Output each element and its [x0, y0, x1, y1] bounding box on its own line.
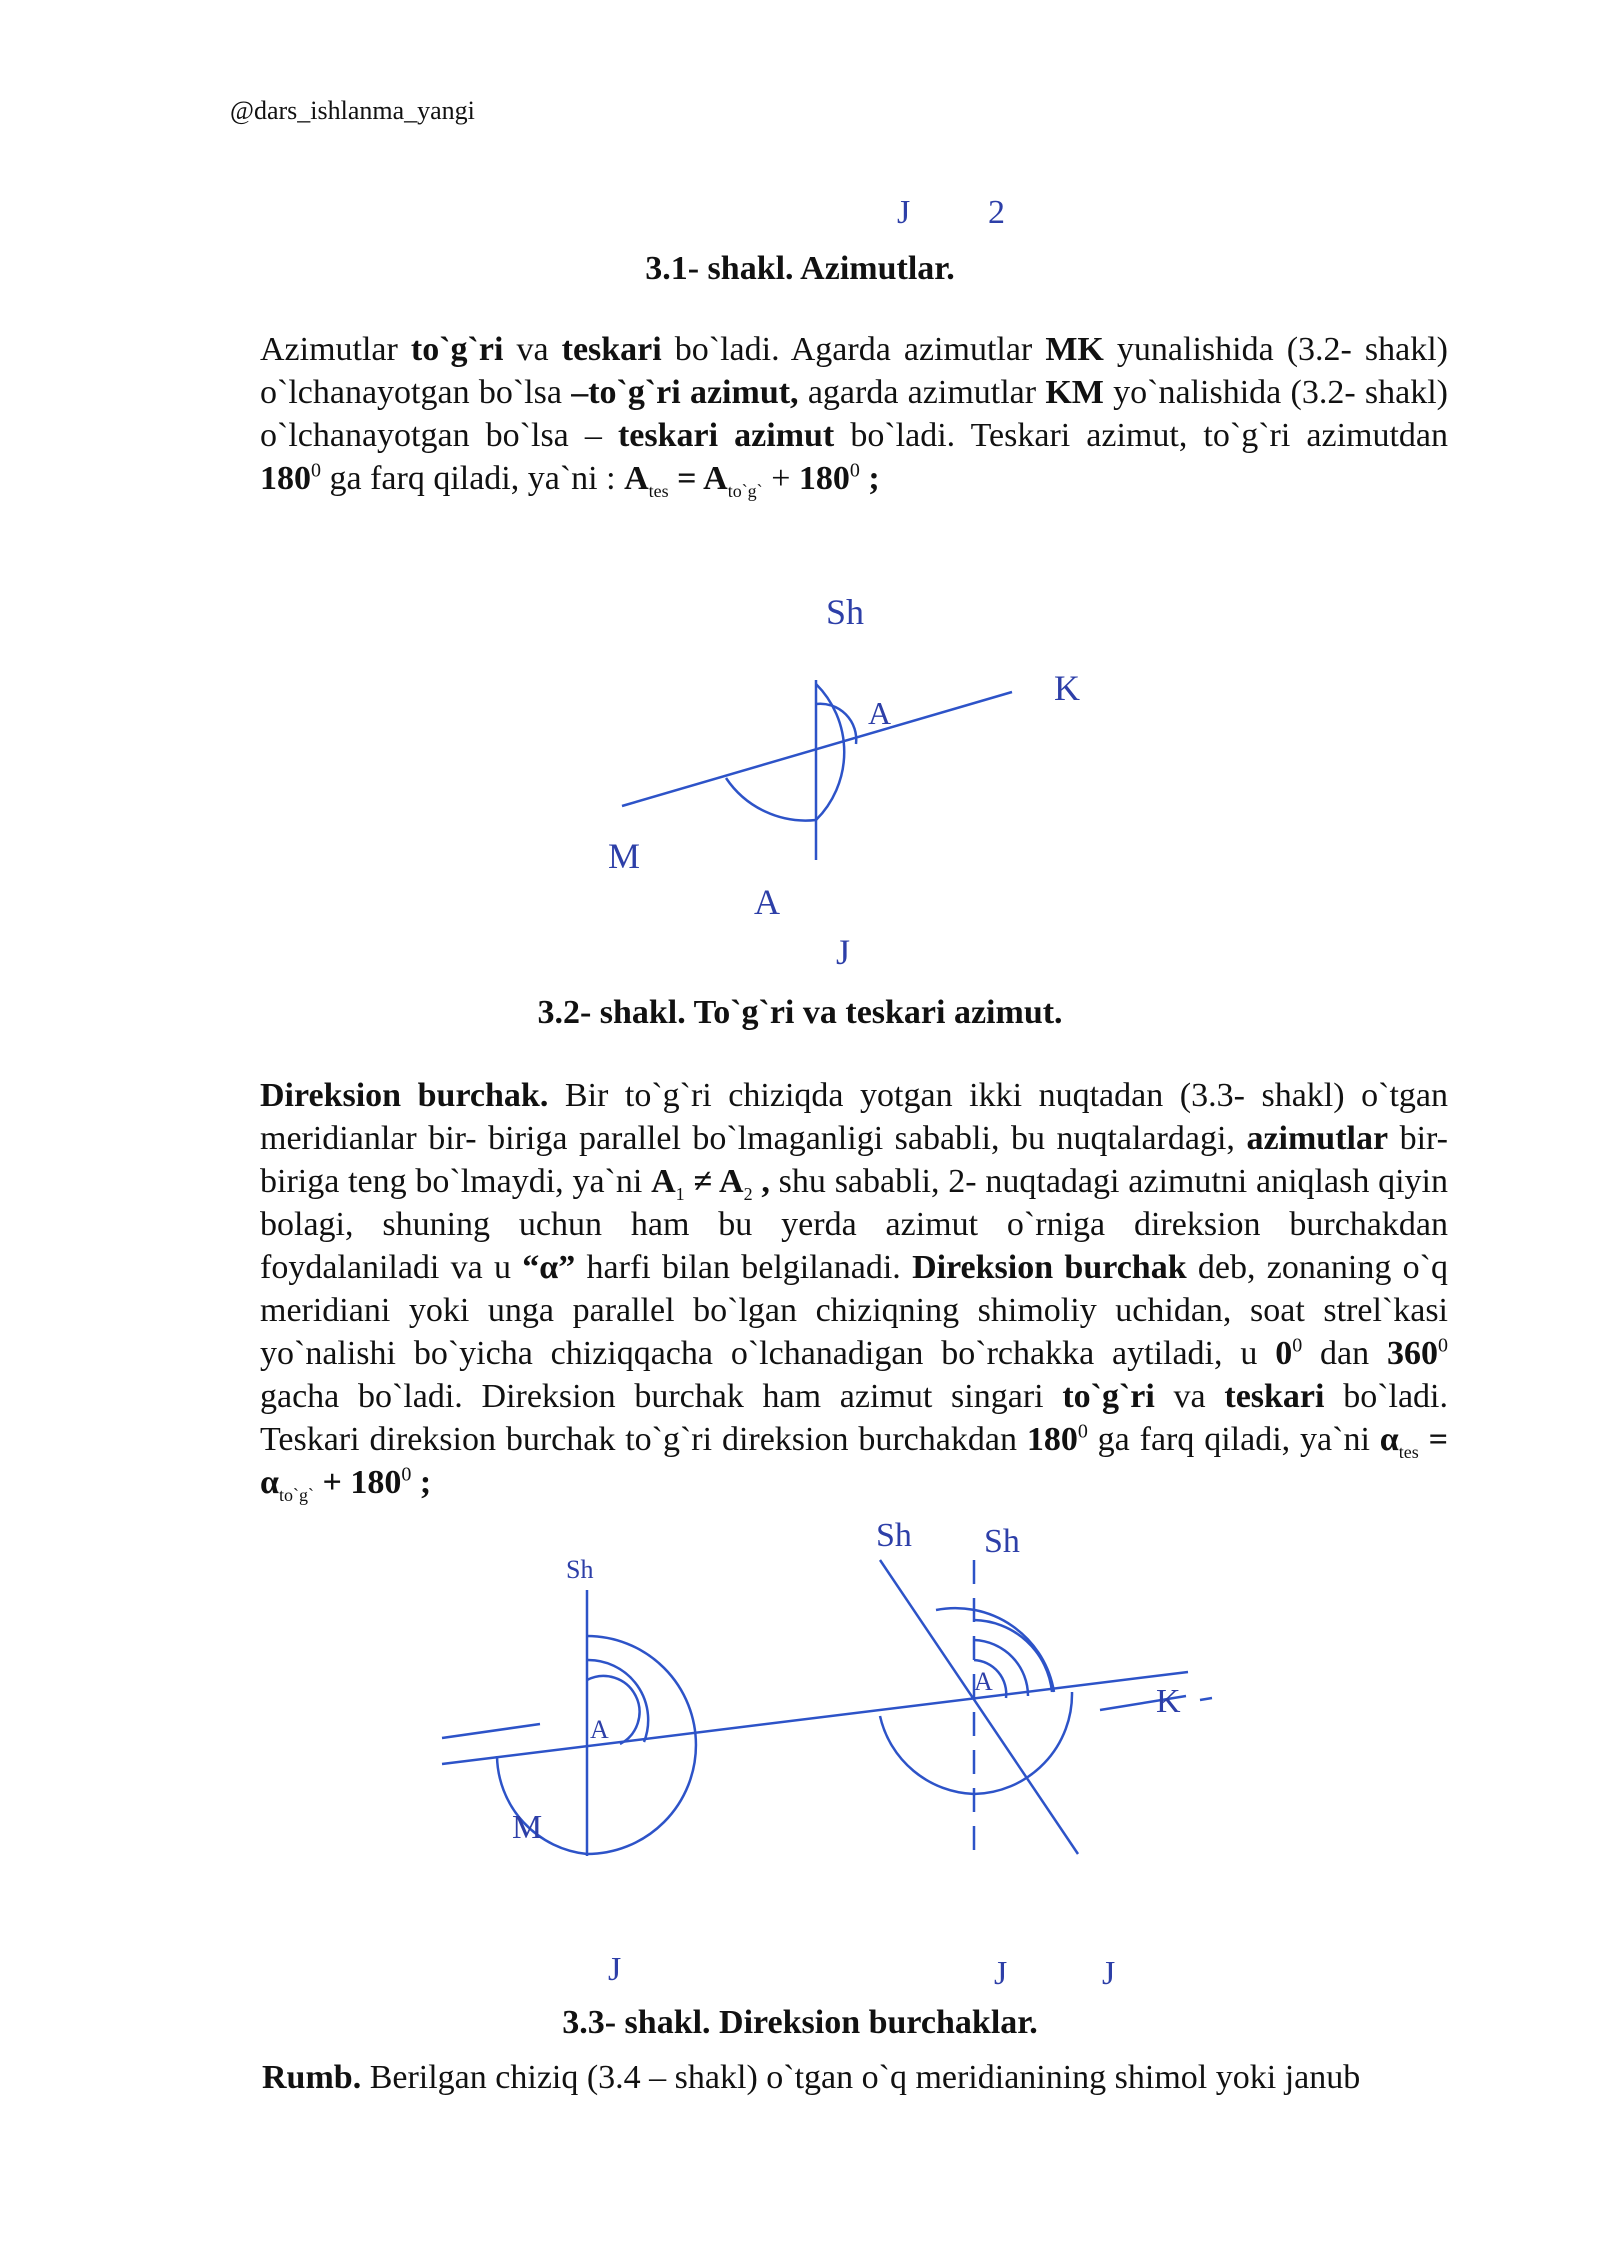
- label-a-left: A: [590, 1715, 609, 1744]
- paragraph-direksion-burchak: Direksion burchak. Bir to`g`ri chiziqda yotgan ikki nuqtadan (3.3- shakl) o`tgan meridianlar bir- biriga parallel bo`lmaganligi sababli, bu nuqtalardagi, azimutlar bir-biriga teng bo`lmaydi, ya`ni $A_1 \ne A_2$ , shu sababli, 2- nuqtadagi azimutni aniqlash qiyin bolagi, shuning uchun ham bu yerda azimut o`rniga direksion burchakdan foydalaniladi va u “α” harfi bilan belgilanadi. Direksion burchak deb, zonaning o`q meridiani yoki unga parallel bo`lgan chiziqning shimoliy uchidan, soat strel`kasi yo`nalishi bo`yicha chiziqqacha o`lchanadigan bo`rchakka aytiladi, u $0^0$ dan $360^0$ gacha bo`ladi. Direksion burchak ham azimut singari to`g`ri va teskari bo`ladi. Teskari direksion burchak to`g`ri direksion burchakdan $180^0$ ga farq qiladi, ya`ni $\alpha_{tes} = \alpha_{to`g`} + 180^0$ ;: [260, 1077, 1449, 1505]
- label-sh-left: Sh: [566, 1555, 594, 1584]
- paragraph-azimuth: Azimutlar to`g`ri va teskari bo`ladi. Agarda azimutlar MK yunalishida (3.2- shakl) o`lchanayotgan bo`lsa –to`g`ri azimut, agarda azimutlar KM yo`nalishida (3.2- shakl) o`lchanayotgan bo`lsa – teskari azimut bo`ladi. Teskari azimut, to`g`ri azimutdan $180^0$ ga farq qiladi, ya`ni : $A_{tes} = A_{to`g`} + 180^0$ ;: [260, 331, 1449, 501]
- label-j-right: J: [1102, 1955, 1116, 1992]
- caption-3-2: 3.2- shakl. To`g`ri va teskari azimut.: [537, 994, 1063, 1031]
- label-j: J: [836, 932, 851, 972]
- figure-3-3-diagram: [0, 1520, 1600, 2000]
- label-a-top: A: [868, 695, 892, 731]
- label-sh-right: Sh: [984, 1523, 1020, 1560]
- label-a-right: A: [974, 1667, 993, 1696]
- label-sh-mid: Sh: [876, 1520, 912, 1554]
- figure-3-2-diagram: [0, 580, 1600, 1000]
- caption-3-3: 3.3- shakl. Direksion burchaklar.: [562, 2004, 1038, 2041]
- paragraph-rumb: Rumb. Berilgan chiziq (3.4 – shakl) o`tgan o`q meridianining shimol yoki janub: [262, 2059, 1361, 2096]
- label-a-bottom: A: [754, 882, 780, 922]
- label-k: K: [1156, 1683, 1181, 1720]
- label-2: 2: [988, 194, 1005, 231]
- label-j-mid: J: [994, 1955, 1008, 1992]
- label-k: K: [1054, 668, 1080, 708]
- label-j: J: [897, 194, 911, 231]
- label-m: M: [608, 836, 641, 876]
- label-sh: Sh: [826, 592, 865, 632]
- label-j-left: J: [608, 1951, 622, 1988]
- caption-3-1: 3.1- shakl. Azimutlar.: [645, 250, 955, 287]
- label-m: M: [512, 1809, 543, 1846]
- watermark: @dars_ishlanma_yangi: [230, 96, 475, 125]
- figure-3-1-labels: [0, 194, 1600, 234]
